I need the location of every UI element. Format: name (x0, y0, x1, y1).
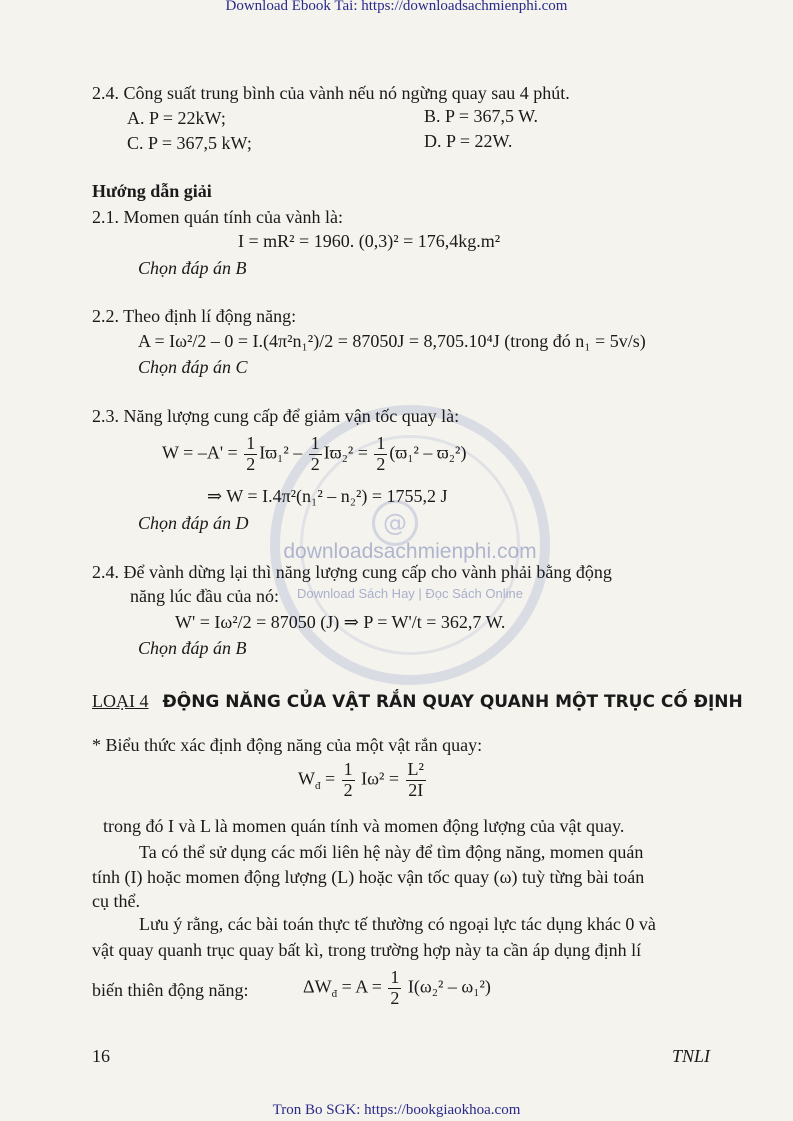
option-b: B. P = 367,5 W. (424, 106, 539, 126)
watermark-logo-icon: @ (372, 500, 418, 546)
solution-heading: Hướng dẫn giải (92, 181, 212, 201)
series-code: TNLI (672, 1046, 711, 1066)
formula-term3: (ϖ₁² – ϖ₂²) (389, 442, 467, 463)
sol-2-4-text2: năng lúc đầu của nó: (130, 586, 279, 606)
kinetic-energy-formula: $W_đ$ = $\frac{1}{2}$ Iω² = $\frac{\text{L²}}{2I}$ (298, 759, 424, 800)
fraction-half: $\frac{1}{2}$ (310, 433, 320, 474)
fraction-half: $\frac{1}{2}$ (246, 433, 256, 474)
sol-2-3-formula (162, 434, 466, 475)
formula-term1: Iϖ₁² – (259, 442, 303, 463)
section-note: trong đó I và L là momen quán tính và momen động lượng của vật quay. (103, 816, 625, 836)
watermark-site: downloadsachmienphi.com (283, 540, 537, 563)
para2-line1: Lưu ý rằng, các bài toán thực tế thường có ngoại lực tác dụng khác 0 và (139, 914, 656, 934)
option-d: D. P = 22W. (424, 131, 513, 151)
formula-term2: Iϖ₂² = (323, 442, 368, 463)
sol-2-1-answer: Chọn đáp án B (138, 258, 247, 278)
header-download-link[interactable]: Download Ebook Tai: https://downloadsachmienphi.com (225, 0, 568, 14)
sol-2-4-formula: W' = Iω²/2 = 87050 (J) ⇒ P = W'/t = 362,7 W. (175, 612, 506, 632)
page-number: 16 (92, 1046, 110, 1066)
fraction-l2-2i: $\frac{\text{L²}}{2I}$ (407, 759, 424, 800)
option-c: C. P = 367,5 kW; (127, 133, 252, 153)
para1-line1: Ta có thể sử dụng các mối liên hệ này để tìm động năng, momen quán (139, 842, 644, 862)
sol-2-3-formula2: ⇒ W = I.4π²(n₁² – n₂²) = 1755,2 J (207, 486, 448, 506)
sol-2-3-text: 2.3. Năng lượng cung cấp để giảm vận tốc quay là: (92, 406, 460, 426)
watermark-tagline: Download Sách Hay | Đọc Sách Online (297, 586, 523, 601)
para2-line2: vật quay quanh trục quay bất kì, trong trường hợp này ta cần áp dụng định lí (92, 940, 642, 960)
footer-link[interactable]: Tron Bo SGK: https://bookgiaokhoa.com (272, 1102, 521, 1118)
sol-2-1-formula: I = mR² = 1960. (0,3)² = 176,4kg.m² (238, 231, 501, 251)
section-intro: * Biểu thức xác định động năng của một vật rắn quay: (92, 735, 483, 755)
section-label: LOẠI 4 (92, 691, 149, 711)
fraction-half: $\frac{1}{2}$ (390, 967, 400, 1008)
section-header (92, 691, 743, 712)
sol-2-4-text: 2.4. Để vành dừng lại thì năng lượng cung cấp cho vành phải bằng động (92, 562, 612, 582)
sol-2-1-text: 2.1. Momen quán tính của vành là: (92, 207, 343, 227)
fraction-half: $\frac{1}{2}$ (376, 433, 386, 474)
question-2-4-prompt: 2.4. Công suất trung bình của vành nếu nó ngừng quay sau 4 phút. (92, 83, 570, 103)
para1-line3: cụ thể. (92, 891, 140, 911)
sol-2-4-answer: Chọn đáp án B (138, 638, 247, 658)
section-title: ĐỘNG NĂNG CỦA VẬT RẮN QUAY QUANH MỘT TRỤC CỐ ĐỊNH (162, 692, 743, 712)
delta-energy-formula: $\Delta W_đ = A$ = $\frac{1}{2}$ I(ω₂² – ω₁²) (303, 967, 491, 1008)
formula-lhs: W = –A' = (162, 442, 238, 463)
para2-line3: biến thiên động năng: (92, 980, 249, 1000)
sol-2-2-answer: Chọn đáp án C (138, 357, 248, 377)
sol-2-2-text: 2.2. Theo định lí động năng: (92, 306, 297, 326)
fraction-half: $\frac{1}{2}$ (343, 759, 353, 800)
sol-2-3-answer: Chọn đáp án D (138, 513, 249, 533)
sol-2-2-formula: A = Iω²/2 – 0 = I.(4π²n₁²)/2 = 87050J = 8,705.10⁴J (trong đó n₁ = 5v/s) (138, 331, 646, 351)
option-a: A. P = 22kW; (127, 108, 226, 128)
para1-line2: tính (I) hoặc momen động lượng (L) hoặc vận tốc quay (ω) tuỳ từng bài toán (92, 867, 645, 887)
